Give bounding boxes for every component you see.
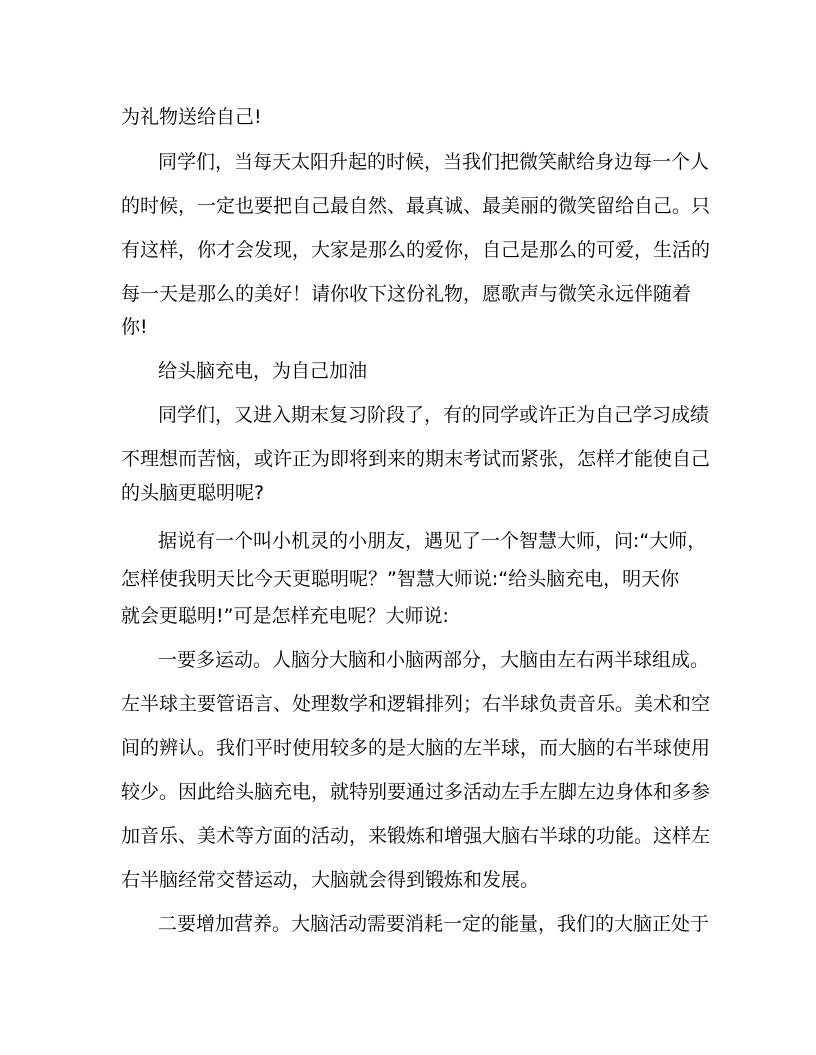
- text-line: 怎样使我明天比今天更聪明呢？”智慧大师说:“给头脑充电，明天你: [121, 568, 680, 590]
- text-line: 加音乐、美术等方面的活动，来锻炼和增强大脑右半球的功能。这样左: [121, 825, 711, 847]
- paragraph-line: 同学们，又进入期末复习阶段了，有的同学或许正为自己学习成绩: [158, 404, 710, 426]
- paragraph-line: 据说有一个叫小机灵的小朋友，遇见了一个智慧大师，问:“大师，: [158, 530, 707, 552]
- text-line: 为礼物送给自己!: [121, 106, 262, 128]
- text-line: 间的辨认。我们平时使用较多的是大脑的左半球，而大脑的右半球使用: [121, 737, 711, 759]
- section-heading: 给头脑充电，为自己加油: [158, 360, 368, 382]
- text-line: 左半球主要管语言、处理数学和逻辑排列；右半球负责音乐。美术和空: [121, 693, 711, 715]
- text-line: 的时候，一定也要把自己最自然、最真诚、最美丽的微笑留给自己。只: [121, 195, 711, 217]
- text-line: 有这样，你才会发现，大家是那么的爱你，自己是那么的可爱，生活的: [121, 239, 711, 261]
- paragraph-line: 一要多运动。人脑分大脑和小脑两部分，大脑由左右两半球组成。: [158, 649, 710, 671]
- text-line: 就会更聪明!”可是怎样充电呢？大师说:: [121, 605, 449, 627]
- paragraph-line: 同学们，当每天太阳升起的时候，当我们把微笑献给身边每一个人: [158, 151, 710, 173]
- text-line: 每一天是那么的美好！请你收下这份礼物，愿歌声与微笑永远伴随着: [121, 283, 692, 305]
- text-line: 的头脑更聪明呢?: [121, 482, 265, 504]
- text-line: 不理想而苦恼，或许正为即将到来的期末考试而紧张，怎样才能使自己: [121, 448, 711, 470]
- paragraph-line: 二要增加营养。大脑活动需要消耗一定的能量，我们的大脑正处于: [158, 913, 710, 935]
- text-line: 较少。因此给头脑充电，就特别要通过多活动左手左脚左边身体和多参: [121, 781, 711, 803]
- text-line: 你!: [121, 316, 148, 338]
- text-line: 右半脑经常交替运动，大脑就会得到锻炼和发展。: [121, 869, 540, 891]
